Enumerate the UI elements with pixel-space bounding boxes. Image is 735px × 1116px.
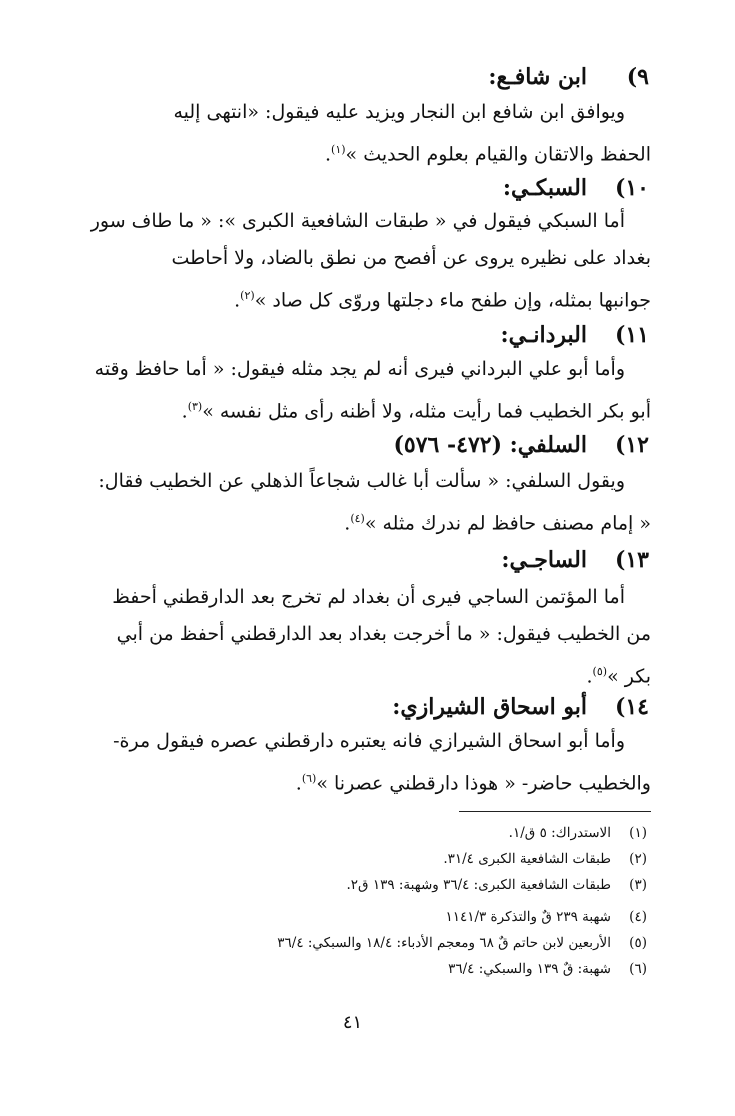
footnote-text: شهبة: قٌ ١٣٩ والسبكي: ٣٦/٤: [448, 961, 611, 977]
footnote-number: (٦): [629, 961, 647, 977]
footnote-divider: [459, 811, 651, 812]
text-line: أما السبكي فيقول في « طبقات الشافعية الكبرى »: « ما طاف سور: [90, 210, 625, 232]
entry-body: [65, 463, 651, 542]
footnote-text: طبقات الشافعية الكبرى ٣١/٤.: [443, 851, 611, 867]
line-end-punct: .: [295, 772, 302, 795]
line-end-punct: .: [234, 289, 241, 312]
entry-heading: الساجـي:: [501, 547, 587, 573]
footnote-ref: (٦): [301, 772, 317, 785]
footnote: [71, 846, 651, 872]
footnote: [71, 930, 651, 956]
entry-number: ١٤): [614, 694, 649, 720]
footnote-text: الأربعين لابن حاتم قٌ ٦٨ ومعجم الأدباء: ١٨/٤ والسبكي: ٣٦/٤: [277, 935, 611, 951]
footnote-ref: (٤): [350, 512, 365, 525]
text-line: أبو بكر الخطيب فما رأيت مثله، ولا أظنه رأى مثل نفسه »: [202, 400, 651, 423]
entry-body: [65, 579, 651, 695]
entry-heading: البردانـي:: [500, 322, 587, 348]
footnote-ref: (٣): [187, 400, 203, 413]
text-line: من الخطيب فيقول: « ما أخرجت بغداد بعد الدارقطني أحفظ من أبي: [116, 623, 651, 645]
text-line-last: [65, 760, 651, 802]
entry-number: ١٢): [614, 432, 649, 458]
footnote-number: (٥): [629, 935, 647, 951]
entry-heading: السلفي: (٤٧٢- ٥٧٦): [393, 432, 587, 458]
footnote: [71, 904, 651, 930]
text-line: بكر »: [607, 665, 651, 688]
text-line: أما المؤتمن الساجي فيرى أن بغداد لم تخرج بعد الدارقطني أحفظ: [112, 586, 625, 608]
entry-body: [65, 94, 651, 173]
text-line: جوانبها بمثله، وإن طفح ماء دجلتها وروّى كل صاد »: [254, 289, 651, 312]
footnote-text: شهبة ٢٣٩ قٌ والتذكرة ١١٤١/٣: [445, 909, 611, 925]
text-line-last: [65, 131, 651, 173]
text-line: بغداد على نظيره يروى عن أفصح من نطق بالضاد، ولا أحاطت: [171, 247, 651, 269]
footnote-text: طبقات الشافعية الكبرى: ٣٦/٤ وشهبة: ١٣٩ ق٢.: [346, 877, 611, 893]
entry-body: [65, 723, 651, 802]
entry-number: ٩): [626, 64, 649, 90]
text-line: والخطيب حاضر- « هوذا دارقطني عصرنا »: [316, 772, 651, 795]
entry-heading: أبو اسحاق الشيرازي:: [392, 694, 587, 720]
text-line: وأما أبو علي البرداني فيرى أنه لم يجد مثله فيقول: « أما حافظ وقته: [94, 358, 625, 380]
entry-number: ١٣): [614, 547, 649, 573]
footnote-ref: (٥): [592, 665, 608, 678]
entry-heading: السبكـي:: [502, 175, 587, 201]
text-line: « إمام مصنف حافظ لم ندرك مثله »: [364, 512, 651, 535]
text-line: وأما أبو اسحاق الشيرازي فانه يعتبره دارقطني عصره فيقول مرة-: [113, 730, 625, 752]
line-end-punct: .: [181, 400, 188, 423]
line-end-punct: .: [344, 512, 351, 535]
footnote-ref: (١): [331, 143, 346, 156]
entry-number: ١١): [614, 322, 649, 348]
entry-number: ١٠): [614, 175, 649, 201]
footnote-number: (٤): [629, 909, 647, 925]
footnote: [71, 872, 651, 898]
text-line-last: [65, 277, 651, 319]
line-end-punct: .: [324, 143, 332, 166]
page-number: ٤١: [342, 1012, 363, 1033]
footnote: [71, 820, 651, 846]
entry-body: [65, 203, 651, 319]
line-end-punct: .: [586, 665, 593, 688]
footnotes: [71, 820, 651, 982]
footnote-text: الاستدراك: ٥ ق/١.: [508, 825, 611, 841]
footnote-ref: (٢): [240, 289, 255, 302]
footnote-number: (٣): [629, 877, 647, 893]
footnote-number: (١): [629, 825, 647, 841]
text-line: ويوافق ابن شافع ابن النجار ويزيد عليه فيقول: «انتهى إليه: [173, 101, 625, 123]
footnote-number: (٢): [629, 851, 647, 867]
entry-body: [65, 351, 651, 430]
text-line-last: [65, 653, 651, 695]
text-line-last: [65, 500, 651, 542]
text-line: ويقول السلفي: « سألت أبا غالب شجاعاً الذهلي عن الخطيب فقال:: [98, 470, 625, 492]
footnote: [71, 956, 651, 982]
entry-heading: ابن شافـع:: [488, 64, 587, 90]
text-line-last: [65, 388, 651, 430]
text-line: الحفظ والاتقان والقيام بعلوم الحديث »: [345, 143, 651, 166]
